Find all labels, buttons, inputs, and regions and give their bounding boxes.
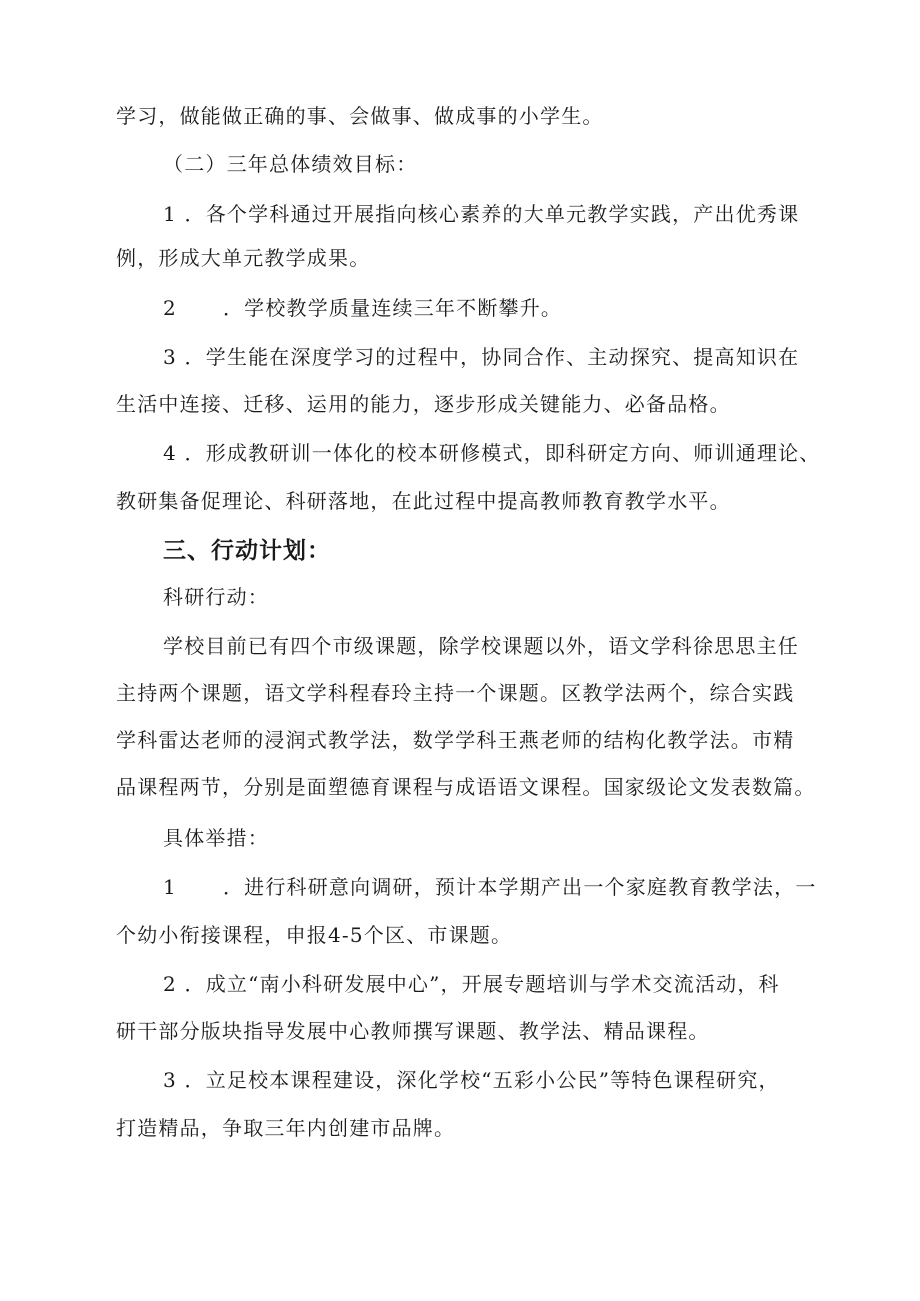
measure-1-number: 1	[163, 875, 177, 899]
goal-4-text: ．形成教研训一体化的校本研修模式，即科研定方向、师训通理论、	[184, 441, 821, 465]
goal-4-number: 4	[163, 441, 177, 465]
goal-2-line-1	[163, 294, 562, 322]
goal-2-number: 2	[163, 296, 177, 320]
research-paragraph-line-3: 学科雷达老师的浸润式教学法，数学学科王燕老师的结构化教学法。市精	[116, 728, 795, 752]
measure-3-line-1	[163, 1066, 780, 1094]
goal-4-line-2: 教研集备促理论、科研落地，在此过程中提高教师教育教学水平。	[116, 489, 731, 513]
goal-1-number: 1	[163, 202, 177, 226]
goal-2-text: ．学校教学质量连续三年不断攀升。	[222, 296, 563, 320]
goal-3-line-2: 生活中连接、迁移、运用的能力，逐步形成关键能力、必备品格。	[116, 392, 731, 416]
goal-1-line-1	[163, 200, 799, 228]
intro-tail-line: 学习，做能做正确的事、会做事、做成事的小学生。	[116, 104, 604, 128]
research-label: 科研行动：	[163, 585, 269, 609]
measure-1-line-1	[163, 873, 817, 901]
measure-3-text: ．立足校本课程建设，深化学校“五彩小公民”等特色课程研究，	[184, 1068, 780, 1092]
research-paragraph-line-4: 品课程两节，分别是面塑德育课程与成语语文课程。国家级论文发表数篇。	[116, 775, 816, 799]
measure-2-text: ．成立“南小科研发展中心”，开展专题培训与学术交流活动，科	[184, 972, 780, 996]
goal-1-line-2: 例，形成大单元教学成果。	[116, 246, 371, 270]
goal-1-text: ．各个学科通过开展指向核心素养的大单元教学实践，产出优秀课	[184, 202, 800, 226]
measure-3-number: 3	[163, 1068, 177, 1092]
goal-3-line-1	[163, 343, 799, 371]
research-paragraph-line-1: 学校目前已有四个市级课题，除学校课题以外，语文学科徐思思主任	[163, 634, 799, 658]
goals-heading: （二）三年总体绩效目标：	[163, 152, 418, 176]
measure-1-text: ．进行科研意向调研，预计本学期产出一个家庭教育教学法，一	[222, 875, 817, 899]
measure-2-line-1	[163, 970, 780, 998]
measure-2-line-2: 研干部分版块指导发展中心教师撰写课题、教学法、精品课程。	[116, 1019, 710, 1043]
goal-4-line-1	[163, 439, 821, 467]
measure-1-line-2: 个幼小衔接课程，申报4-5个区、市课题。	[116, 923, 513, 947]
goal-3-text: ．学生能在深度学习的过程中，协同合作、主动探究、提高知识在	[184, 345, 800, 369]
measure-3-line-2: 打造精品，争取三年内创建市品牌。	[116, 1116, 456, 1140]
measure-2-number: 2	[163, 972, 177, 996]
section-3-heading: 三、行动计划：	[163, 538, 331, 564]
goal-3-number: 3	[163, 345, 177, 369]
measures-label: 具体举措：	[163, 826, 269, 850]
research-paragraph-line-2: 主持两个课题，语文学科程春玲主持一个课题。区教学法两个，综合实践	[116, 681, 795, 705]
